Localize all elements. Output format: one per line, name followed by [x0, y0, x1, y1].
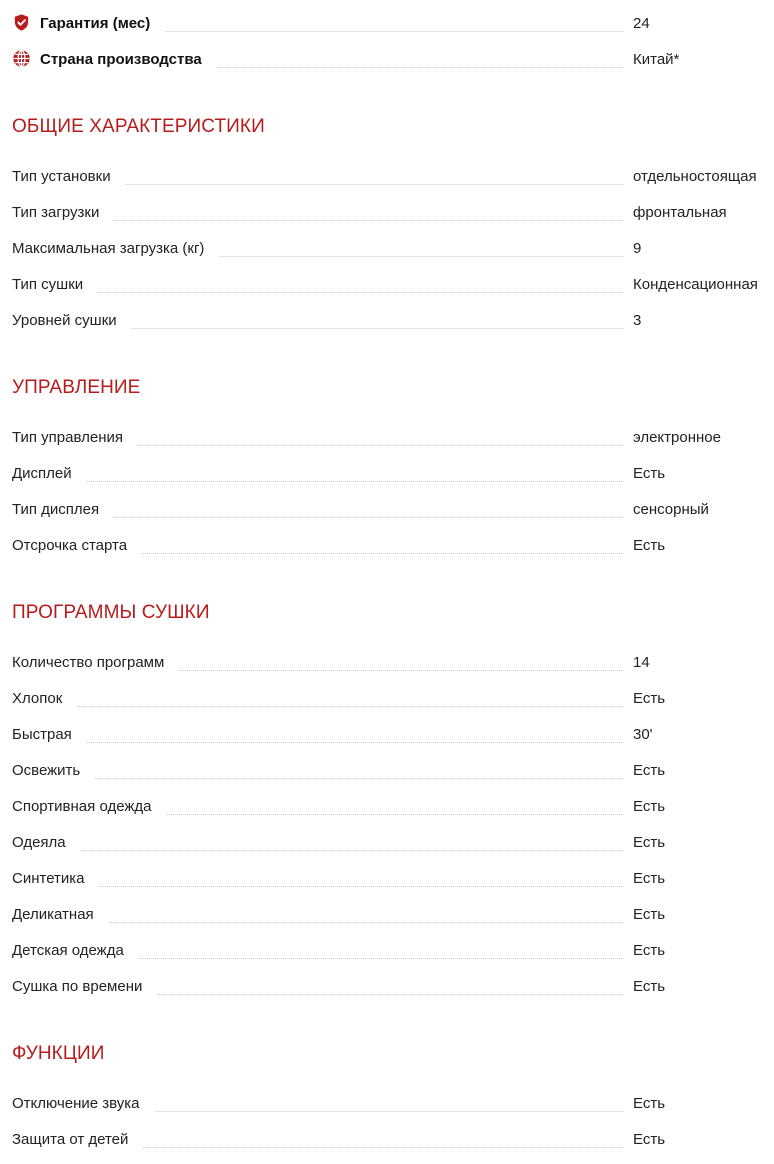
section-title-general: ОБЩИЕ ХАРАКТЕРИСТИКИ: [12, 116, 265, 137]
spec-row: [12, 760, 774, 780]
spec-label: Быстрая: [12, 726, 86, 744]
spec-row: [12, 427, 774, 447]
spec-row: [12, 499, 774, 519]
spec-label: Освежить: [12, 762, 94, 780]
spec-value: 14: [633, 654, 650, 671]
spec-row: [12, 832, 774, 852]
shield-check-icon: [12, 13, 31, 32]
spec-label: Страна производства: [12, 51, 216, 69]
spec-row: [12, 904, 774, 924]
spec-row: [12, 796, 774, 816]
spec-row-country: [12, 49, 774, 69]
section-title-programs: ПРОГРАММЫ СУШКИ: [12, 602, 210, 623]
spec-value: Китай*: [633, 51, 680, 68]
spec-label: Отключение звука: [12, 1095, 154, 1113]
spec-value: 30': [633, 726, 653, 743]
spec-label: Тип сушки: [12, 276, 97, 294]
spec-row: [12, 310, 774, 330]
spec-row: [12, 868, 774, 888]
spec-label: Детская одежда: [12, 942, 138, 960]
section-title-control: УПРАВЛЕНИЕ: [12, 377, 141, 398]
spec-label: Максимальная загрузка (кг): [12, 240, 218, 258]
spec-label: Уровней сушки: [12, 312, 131, 330]
spec-row: [12, 1129, 774, 1149]
spec-row: [12, 463, 774, 483]
spec-value: Есть: [633, 537, 666, 554]
spec-value: Есть: [633, 834, 666, 851]
spec-value: Есть: [633, 1095, 666, 1112]
spec-label: Сушка по времени: [12, 978, 156, 996]
spec-label: Тип дисплея: [12, 501, 113, 519]
spec-label: Защита от детей: [12, 1131, 142, 1149]
spec-row: [12, 202, 774, 222]
spec-value: 3: [633, 312, 642, 329]
spec-label: Деликатная: [12, 906, 108, 924]
dotted-leader: [12, 886, 624, 887]
spec-value: электронное: [633, 429, 721, 446]
spec-value: сенсорный: [633, 501, 709, 518]
spec-label: Спортивная одежда: [12, 798, 166, 816]
spec-value: Есть: [633, 870, 666, 887]
spec-label: Одеяла: [12, 834, 80, 852]
spec-row: [12, 940, 774, 960]
spec-row: [12, 688, 774, 708]
spec-row: [12, 535, 774, 555]
spec-value: Есть: [633, 762, 666, 779]
dotted-leader: [12, 778, 624, 779]
spec-label: Синтетика: [12, 870, 99, 888]
spec-value: Есть: [633, 465, 666, 482]
spec-value: Есть: [633, 1131, 666, 1148]
spec-row-warranty: [12, 13, 774, 33]
dotted-leader: [12, 481, 624, 482]
spec-value: 9: [633, 240, 642, 257]
dotted-leader: [12, 850, 624, 851]
spec-value: фронтальная: [633, 204, 727, 221]
spec-label: Хлопок: [12, 690, 76, 708]
spec-row: [12, 976, 774, 996]
spec-value: отдельностоящая: [633, 168, 757, 185]
dotted-leader: [12, 706, 624, 707]
spec-label: Тип установки: [12, 168, 125, 186]
spec-value: Конденсационная: [633, 276, 758, 293]
spec-value: Есть: [633, 798, 666, 815]
spec-value: Есть: [633, 906, 666, 923]
spec-row: [12, 652, 774, 672]
dotted-leader: [12, 742, 624, 743]
spec-label: Тип управления: [12, 429, 137, 447]
spec-row: [12, 166, 774, 186]
spec-value: 24: [633, 15, 650, 32]
spec-value: Есть: [633, 942, 666, 959]
spec-value: Есть: [633, 978, 666, 995]
globe-icon: [12, 49, 31, 68]
spec-label: Количество программ: [12, 654, 178, 672]
section-title-functions: ФУНКЦИИ: [12, 1043, 105, 1064]
spec-row: [12, 274, 774, 294]
spec-label: Гарантия (мес): [12, 15, 164, 33]
dotted-leader: [12, 292, 624, 293]
spec-label: Тип загрузки: [12, 204, 113, 222]
spec-value: Есть: [633, 690, 666, 707]
spec-row: [12, 1093, 774, 1113]
spec-row: [12, 724, 774, 744]
spec-label: Дисплей: [12, 465, 86, 483]
spec-label: Отсрочка старта: [12, 537, 141, 555]
spec-row: [12, 238, 774, 258]
